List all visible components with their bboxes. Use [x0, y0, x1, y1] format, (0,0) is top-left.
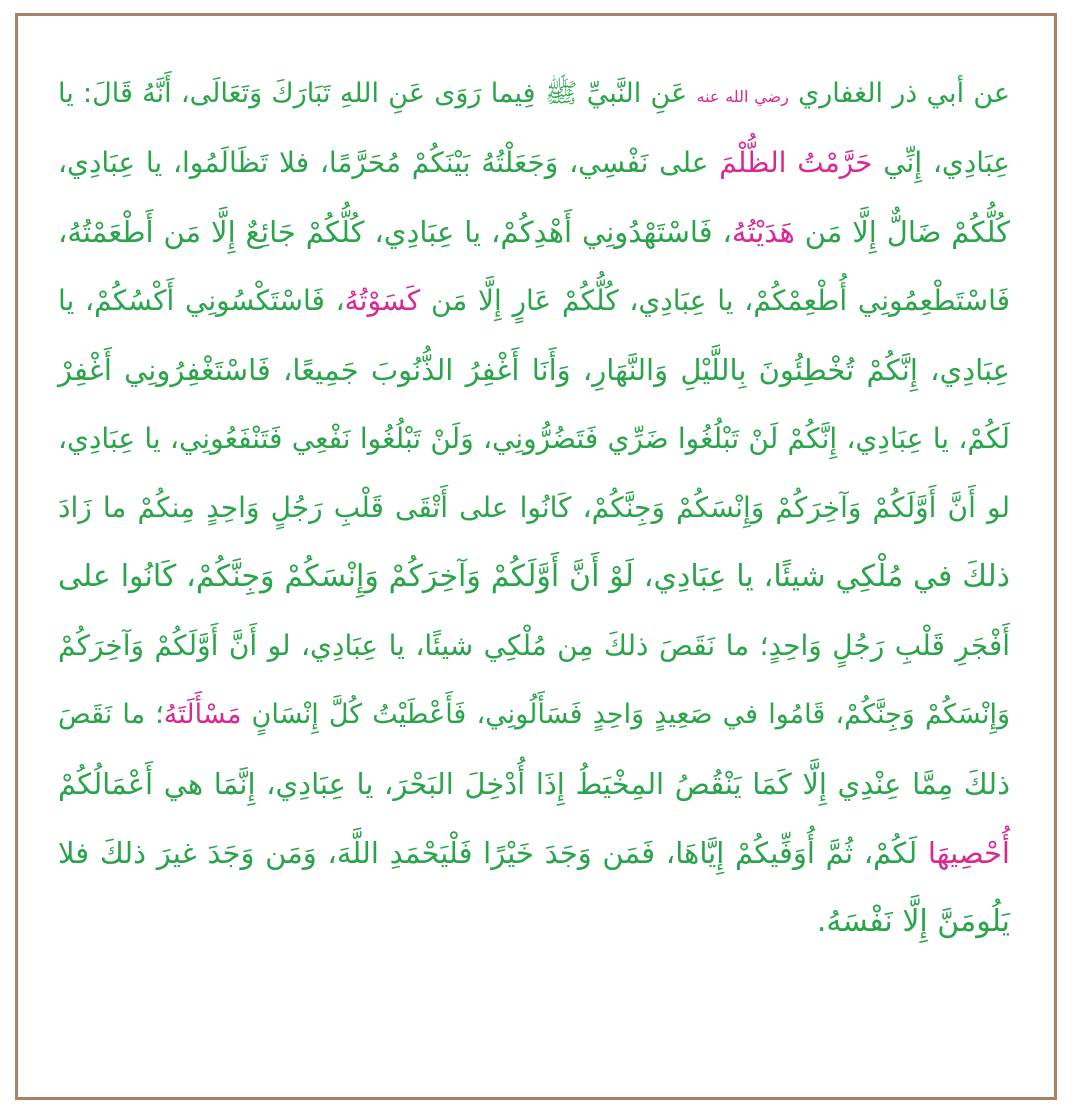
text-segment: فِيما رَوَى عَنِ اللهِ تَبَارَكَ وَتَعَالَى، أَنَّهُ قَالَ: يا — [58, 78, 545, 109]
text-segment: عَنِ النَّبيِّ — [577, 78, 697, 109]
highlight-word: حَرَّمْتُ الظُّلْمَ — [719, 146, 873, 179]
hadith-line-10 — [58, 689, 1010, 758]
text-segment: أَفْجَرِ قَلْبِ رَجُلٍ وَاحِدٍ؛ ما نَقَصَ ذلكَ مِن مُلْكِي شيئًا، يا عِبَادِي، لو أَنَّ أَوَّلَكُمْ وَآخِرَكُمْ — [58, 629, 1010, 662]
hadith-line-2 — [58, 137, 1010, 206]
text-segment: لو أَنَّ أَوَّلَكُمْ وَآخِرَكُمْ وَإِنْسَكُمْ وَجِنَّكُمْ، كَانُوا على أَتْقَى قَلْبِ رَجُلٍ وَاحِدٍ مِنكُمْ ما زَادَ — [58, 491, 1010, 524]
hadith-line-5 — [58, 344, 1010, 413]
text-segment: على نَفْسِي، وَجَعَلْتُهُ بَيْنَكُمْ مُحَرَّمًا، فلا تَظَالَمُوا، يا عِبَادِي، — [58, 146, 720, 179]
hadith-line-13 — [58, 896, 1010, 965]
highlight-word: مَسْأَلَتَهُ — [163, 699, 242, 730]
text-segment: ذلكَ مِمَّا عِنْدِي إِلَّا كَمَا يَنْقُصُ المِخْيَطُ إِذَا أُدْخِلَ البَحْرَ، يا عِبَادِي، إِنَّمَا هي أَعْمَالُكُمْ — [58, 767, 1010, 801]
text-segment: فَاسْتَطْعِمُونِي أُطْعِمْكُمْ، يا عِبَادِي، كُلُّكُمْ عَارٍ إِلَّا مَن — [420, 284, 1010, 317]
hadith-line-3 — [58, 206, 1010, 275]
text-segment: وَإِنْسَكُمْ وَجِنَّكُمْ، قَامُوا في صَعِيدٍ وَاحِدٍ فَسَأَلُونِي، فَأَعْطَيْتُ كُلَّ إِنْسَانٍ — [241, 699, 1011, 730]
honorific-radiallahu: رضي الله عنه — [696, 87, 789, 106]
text-segment: ، فَاسْتَهْدُونِي أَهْدِكُمْ، يا عِبَادِي، كُلُّكُمْ جَائِعٌ إِلَّا مَن أَطْعَمْتُهُ، — [58, 215, 732, 249]
text-segment: ؛ ما نَقَصَ — [58, 699, 164, 730]
hadith-line-9 — [58, 620, 1010, 689]
hadith-line-6 — [58, 413, 1010, 482]
text-segment: كُلُّكُمْ ضَالٌّ إِلَّا مَن — [794, 215, 1010, 249]
hadith-line-4 — [58, 275, 1010, 344]
text-segment: ذلكَ في مُلْكِي شيئًا، يا عِبَادِي، لَوْ أَنَّ أَوَّلَكُمْ وَآخِرَكُمْ وَإِنْسَكُمْ وَجِنَّكُمْ، كَانُوا على — [58, 559, 1010, 594]
honorific-salallahu: ﷺ — [544, 78, 578, 109]
hadith-line-7 — [58, 482, 1010, 551]
hadith-line-8 — [58, 551, 1010, 620]
highlight-word: أُحْصِيهَا — [927, 836, 1010, 870]
hadith-text — [58, 68, 1010, 965]
hadith-line-1 — [58, 68, 1010, 137]
text-segment: عِبَادِي، إِنِّي — [872, 146, 1010, 179]
hadith-line-12 — [58, 827, 1010, 896]
text-segment: لَكُمْ، يا عِبَادِي، إِنَّكُمْ لَنْ تَبْلُغُوا ضَرِّي فَتَضُرُّونِي، وَلَنْ تَبْلُغُوا نَفْعِي فَتَنْفَعُونِي، يا عِبَادِي، — [58, 422, 1010, 455]
text-segment: لَكُمْ، ثُمَّ أُوَفِّيكُمْ إِيَّاهَا، فَمَن وَجَدَ خَيْرًا فَلْيَحْمَدِ اللَّهَ، وَمَن وَجَدَ غيرَ ذلكَ فلا — [58, 836, 928, 870]
text-segment: عِبَادِي، إِنَّكُمْ تُخْطِئُونَ بِاللَّيْلِ وَالنَّهَارِ، وَأَنَا أَغْفِرُ الذُّنُوبَ جَمِيعًا، فَاسْتَغْفِرُونِي أَغْفِرْ — [58, 353, 1010, 387]
text-segment: عن أبي ذر الغفاري — [788, 78, 1010, 109]
highlight-word: هَدَيْتُهُ — [731, 215, 795, 249]
hadith-line-11 — [58, 758, 1010, 827]
text-segment: يَلُومَنَّ إِلَّا نَفْسَهُ. — [816, 904, 1010, 939]
text-segment: ، فَاسْتَكْسُونِي أَكْسُكُمْ، يا — [58, 284, 345, 317]
hadith-frame — [15, 13, 1057, 1100]
highlight-word: كَسَوْتُهُ — [344, 284, 421, 317]
